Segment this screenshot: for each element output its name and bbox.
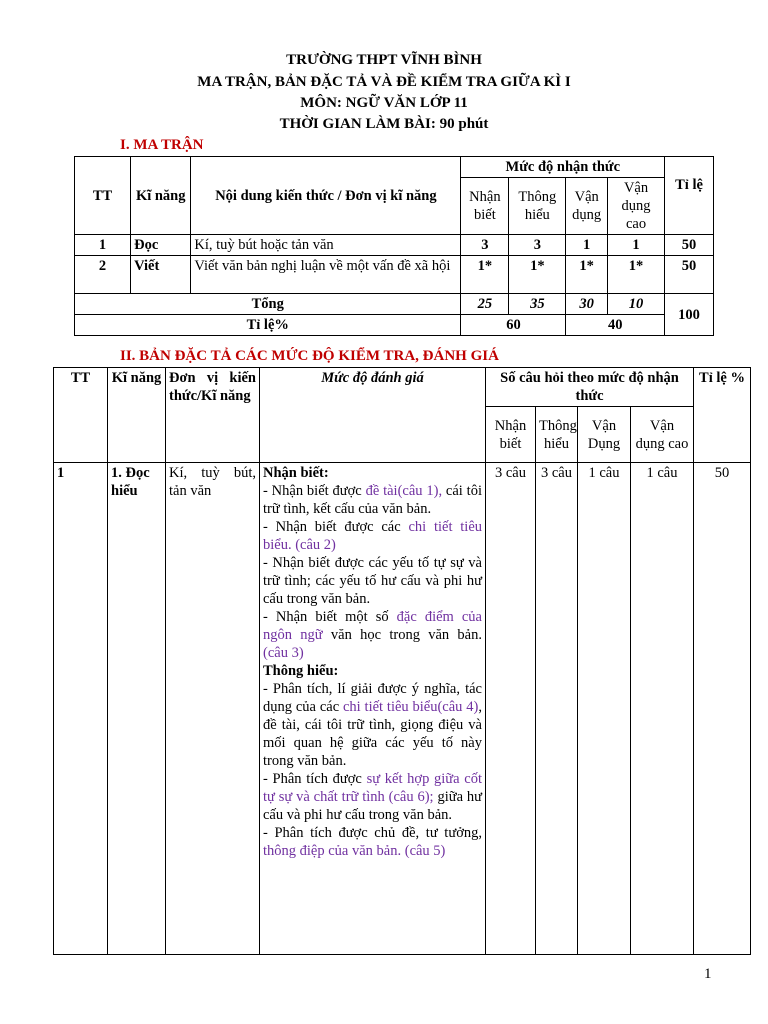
row1-vdc: 1 <box>607 235 664 256</box>
th1-text-end: , đề tài, cái tôi trữ tình, giọng điệu và mối quan hệ giữa các yếu tố này trong văn bản. <box>263 699 482 769</box>
total-rate: 100 <box>665 294 714 336</box>
th3-text: - Phân tích được chủ đề, tư tưởng, <box>263 825 482 841</box>
header-ti-le: Tỉ lệ <box>665 157 714 235</box>
spec-row-description <box>260 463 486 955</box>
school-name: TRƯỜNG THPT VĨNH BÌNH <box>286 52 482 68</box>
ratio-right: 40 <box>566 315 665 336</box>
row2-rate: 50 <box>665 256 714 294</box>
spec-header-van-dung: Vận Dụng <box>578 407 631 463</box>
nb2-highlight: chi tiết tiêu biểu. (câu 2) <box>263 519 483 553</box>
th1-highlight: chi tiết tiêu biểu(câu 4) <box>342 699 479 715</box>
row2-vd: 1* <box>566 256 608 294</box>
header-van-dung: Vận dụng <box>566 178 608 235</box>
spec-header-muc-do: Mức độ đánh giá <box>260 368 486 463</box>
header-van-dung-cao: Vận dụng cao <box>607 178 664 235</box>
total-label: Tổng <box>75 294 461 315</box>
nb4-text-mid: văn học trong văn bản. <box>322 627 482 643</box>
row1-vd: 1 <box>566 235 608 256</box>
row2-content: Viết văn bản nghị luận về một vấn đề xã hội <box>191 256 461 294</box>
header-thong-hieu: Thông hiểu <box>509 178 566 235</box>
row1-skill: Đọc <box>131 235 191 256</box>
section1-title: I. MA TRẬN <box>120 137 204 153</box>
total-vd: 30 <box>566 294 608 315</box>
page-number: 1 <box>704 966 712 982</box>
row2-th: 1* <box>509 256 566 294</box>
th2-text: - Phân tích được <box>263 771 367 787</box>
row1-nb: 3 <box>461 235 509 256</box>
section2-title: II. BẢN ĐẶC TẢ CÁC MỨC ĐỘ KIỂM TRA, ĐÁNH GIÁ <box>120 348 499 364</box>
header-tt: TT <box>75 157 131 235</box>
header-noi-dung: Nội dung kiến thức / Đơn vị kĩ năng <box>191 157 461 235</box>
nb4-text: - Nhận biết một số <box>263 609 397 625</box>
row2-nb: 1* <box>461 256 509 294</box>
spec-header-ti-le: Tỉ lệ % <box>694 368 751 463</box>
document-title: MA TRẬN, BẢN ĐẶC TẢ VÀ ĐỀ KIỂM TRA GIỮA KÌ I <box>197 74 571 90</box>
header-ki-nang: Kĩ năng <box>131 157 191 235</box>
spec-header-thong-hieu: Thông hiểu <box>536 407 578 463</box>
spec-header-so-cau: Số câu hỏi theo mức độ nhận thức <box>486 368 694 407</box>
nb4-highlight: đặc điểm của ngôn ngữ <box>263 609 482 643</box>
nb-heading: Nhận biết: <box>263 465 329 481</box>
row1-rate: 50 <box>665 235 714 256</box>
header-nhan-biet: Nhận biết <box>461 178 509 235</box>
time-line: THỜI GIAN LÀM BÀI: 90 phút <box>279 116 489 132</box>
row1-content: Kí, tuỳ bút hoặc tản văn <box>191 235 461 256</box>
nb1-text-end: cái tôi trữ tình, kết cấu của văn bản. <box>263 483 482 517</box>
spec-row-rate: 50 <box>694 463 751 955</box>
th1-text: - Phân tích, lí giải được ý nghĩa, tác dụng của các <box>263 681 482 715</box>
total-nb: 25 <box>461 294 509 315</box>
subject-line: MÔN: NGỮ VĂN LỚP 11 <box>300 95 468 111</box>
th-heading: Thông hiểu: <box>263 663 339 679</box>
spec-row-unit: Kí, tuỳ bút, tản văn <box>166 463 260 955</box>
th3-highlight: thông điệp của văn bản. (câu 5) <box>263 843 446 859</box>
nb1-text: - Nhận biết được <box>263 483 366 499</box>
spec-header-van-dung-cao: Vận dụng cao <box>631 407 694 463</box>
spec-row-vdc: 1 câu <box>631 463 694 955</box>
spec-row-th: 3 câu <box>536 463 578 955</box>
spec-header-ki-nang: Kĩ năng <box>108 368 166 463</box>
spec-row-tt: 1 <box>54 463 108 955</box>
header-muc-do: Mức độ nhận thức <box>461 157 665 178</box>
matrix-table <box>74 156 714 336</box>
ratio-left: 60 <box>461 315 566 336</box>
nb4-highlight-end: (câu 3) <box>263 645 304 661</box>
spec-row-vd: 1 câu <box>578 463 631 955</box>
spec-table <box>53 367 751 955</box>
spec-row-skill: 1. Đọc hiểu <box>108 463 166 955</box>
th2-highlight: sự kết hợp giữa cốt tự sự và chất trữ tình (câu 6); <box>263 771 482 805</box>
total-vdc: 10 <box>607 294 664 315</box>
row1-tt: 1 <box>75 235 131 256</box>
row2-tt: 2 <box>75 256 131 294</box>
total-th: 35 <box>509 294 566 315</box>
th2-text-end: giữa hư cấu và phi hư cấu trong văn bản. <box>263 789 482 823</box>
nb3-text: - Nhận biết được các yếu tố tự sự và trữ tình; các yếu tố hư cấu và phi hư cấu trong văn bản. <box>263 555 482 607</box>
spec-header-nhan-biet: Nhận biết <box>486 407 536 463</box>
nb1-highlight: đề tài(câu 1), <box>365 483 443 499</box>
row2-skill: Viết <box>131 256 191 294</box>
ratio-label: Tỉ lệ% <box>75 315 461 336</box>
spec-row-nb: 3 câu <box>486 463 536 955</box>
row1-th: 3 <box>509 235 566 256</box>
row2-vdc: 1* <box>607 256 664 294</box>
spec-header-don-vi: Đơn vị kiến thức/Kĩ năng <box>166 368 260 463</box>
spec-header-tt: TT <box>54 368 108 463</box>
nb2-text: - Nhận biết được các <box>263 519 409 535</box>
